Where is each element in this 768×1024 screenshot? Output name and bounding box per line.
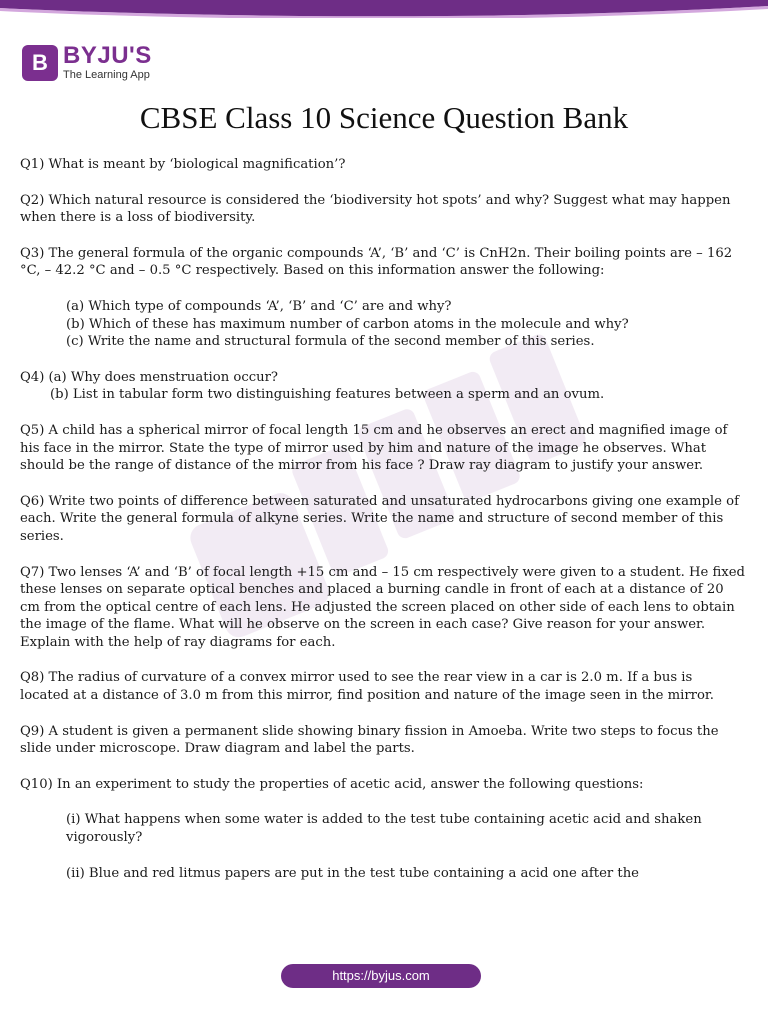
brand-tagline: The Learning App [63,69,150,81]
question-2: Q2) Which natural resource is considered the ‘biodiversity hot spots’ and why? Suggest what may happen when there is a loss of biodiversity. [20,192,731,226]
question-9: Q9) A student is given a permanent slide showing binary fission in Amoeba. Write two steps to focus the slide under microscope. Draw diagram and label the parts. [20,723,719,757]
question-1: Q1) What is meant by ‘biological magnification’? [20,157,346,172]
question-3: Q3) The general formula of the organic compounds ‘A’, ‘B’ and ‘C’ is CnH2n. Their boiling points are – 162 °C, – 42.2 °C and – 0.5 °C respectively. Based on this information answer the following: [20,245,733,279]
top-decorative-band [0,0,768,18]
question-3-parts [20,298,745,351]
question-10-ii: (ii) Blue and red litmus papers are put in the test tube containing a acid one after the [66,865,639,881]
page-title: CBSE Class 10 Science Question Bank [139,100,629,135]
footer-url-link[interactable]: https://byjus.com [281,964,481,988]
question-4b: (b) List in tabular form two distinguishing features between a sperm and an ovum. [50,387,605,403]
question-3a: (a) Which type of compounds ‘A’, ‘B’ and ‘C’ are and why? [66,298,452,314]
question-list [20,156,745,900]
brand-logo-icon [22,45,58,81]
question-10-i: (i) What happens when some water is added to the test tube containing acetic acid and shaken vigorously? [66,812,702,846]
question-4a: Q4) (a) Why does menstruation occur? [20,369,278,385]
brand-logo[interactable] [22,44,152,81]
question-3c: (c) Write the name and structural formula of the second member of this series. [66,334,595,350]
brand-logo-letter: B [32,49,48,75]
question-10: Q10) In an experiment to study the properties of acetic acid, answer the following questions: [20,776,644,792]
question-7: Q7) Two lenses ‘A’ and ‘B’ of focal length +15 cm and – 15 cm respectively were given to a student. He fixed these lenses on separate optical benches and placed a burning candle in front of each at a distance of 20 cm from the optical centre of each lens. He adjusted the screen placed on other side of each lens to obtain the image of the flame. What will he observe on the screen in each case? Give reason for your answer. Explain with the help of ray diagrams for each. [20,564,745,650]
brand-name: BYJU'S [63,42,152,69]
question-8: Q8) The radius of curvature of a convex mirror used to see the rear view in a car is 2.0 m. If a bus is located at a distance of 3.0 m from this mirror, find position and nature of the image seen in the mirror. [20,670,714,704]
question-3b: (b) Which of these has maximum number of carbon atoms in the molecule and why? [66,316,629,332]
question-6: Q6) Write two points of difference between saturated and unsaturated hydrocarbons giving one example of each. Write the general formula of alkyne series. Write the name and structure of second member of this series. [20,493,739,544]
question-5: Q5) A child has a spherical mirror of focal length 15 cm and he observes an erect and magnified image of his face in the mirror. State the type of mirror used by him and nature of the image he observes. What should be the range of distance of the mirror from his face ? Draw ray diagram to justify your answer. [20,422,728,474]
